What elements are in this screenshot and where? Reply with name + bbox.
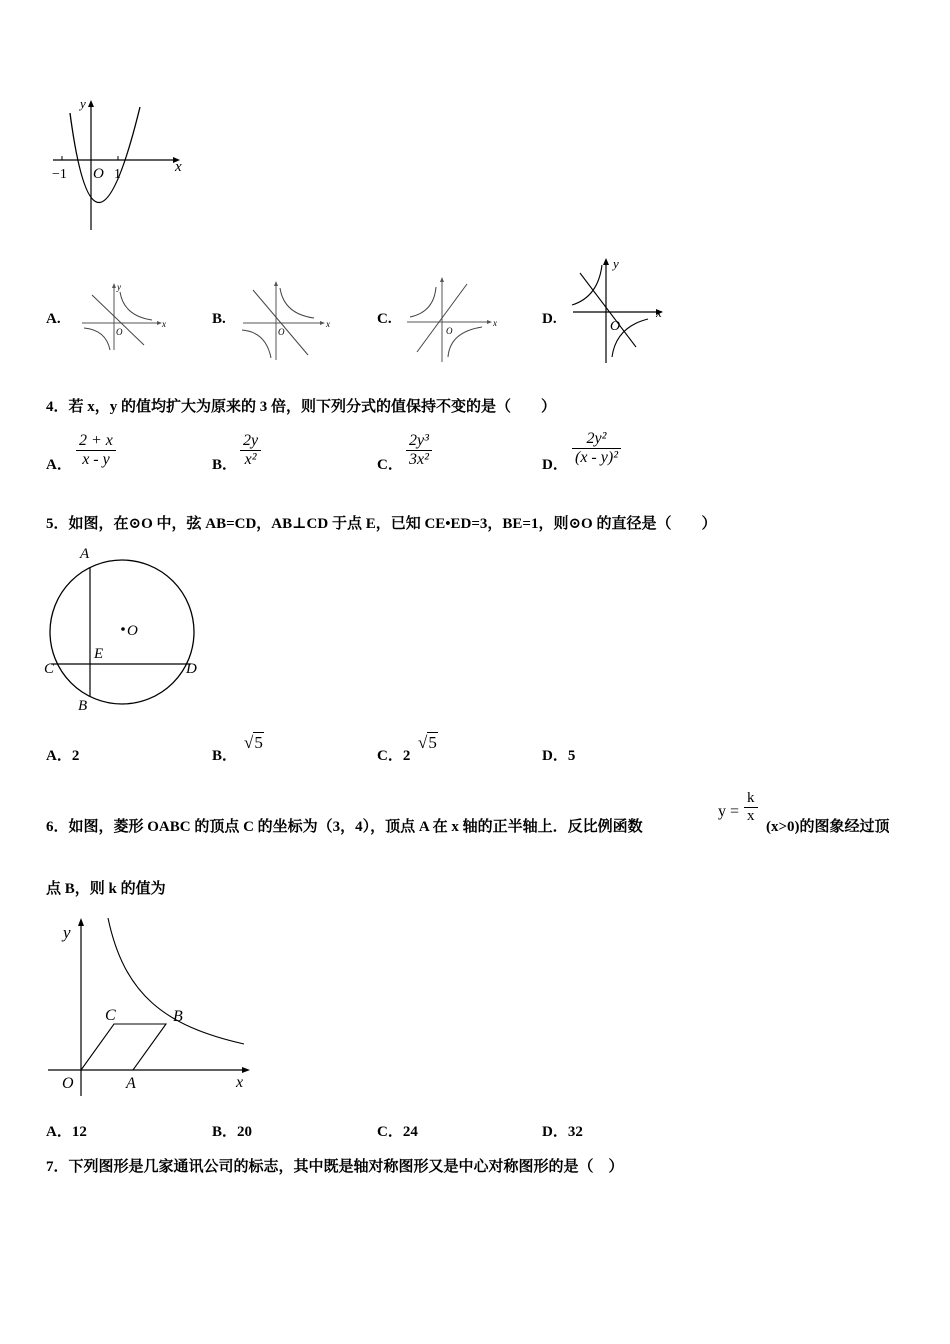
q3-option-b-label: B.	[212, 311, 226, 327]
q4-option-d-label: D．	[542, 457, 568, 473]
q5-option-c	[377, 744, 410, 765]
q5-option-b-sqrt: √5	[244, 733, 263, 752]
q4-question-text: 4．若 x，y 的值均扩大为原来的 3 倍，则下列分式的值保持不变的是（ ）	[46, 399, 557, 415]
q3-d-x: x	[656, 305, 662, 320]
q6-label-a: A	[126, 1075, 136, 1092]
q6-question-text-line2: 点 B，则 k 的值为	[46, 881, 166, 897]
parabola-origin-label: O	[93, 166, 104, 182]
q5-option-d-value: 5	[567, 748, 576, 764]
q5-option-b-label: B．	[212, 748, 238, 764]
q5-label-c: C	[44, 661, 55, 677]
q6-label-c: C	[105, 1007, 116, 1024]
q6-option-d-label: D．	[542, 1124, 568, 1140]
q6-option-a-value: 12	[71, 1124, 87, 1140]
q5-option-c-label: C．	[377, 748, 403, 764]
q3-d-o: O	[610, 319, 621, 334]
q6-func-denominator: x	[747, 808, 755, 824]
q6-rhombus-figure	[44, 914, 264, 1100]
q6-label-x: x	[236, 1074, 244, 1091]
q4-d-denominator: (x - y)²	[575, 449, 618, 466]
q6-option-c-value: 24	[402, 1124, 418, 1140]
q3-option-b-graph	[238, 280, 338, 365]
q6-option-a	[46, 1120, 87, 1141]
q4-a-denominator: x - y	[82, 451, 110, 468]
q4-a-numerator: 2 + x	[79, 432, 113, 449]
q6-question-text-pre: 6．如图，菱形 OABC 的顶点 C 的坐标为（3，4），顶点 A 在 x 轴的正半轴上．反比例函数	[46, 819, 643, 835]
q5-option-d-label: D．	[542, 748, 568, 764]
q4-c-numerator: 2y³	[409, 432, 429, 449]
q6-label-o: O	[62, 1075, 74, 1092]
q5-option-a-value: 2	[71, 748, 80, 764]
q3-option-a-graph	[72, 280, 172, 355]
q6-label-y: y	[63, 923, 71, 942]
q5-label-a: A	[80, 546, 90, 562]
q4-option-b-fraction	[240, 432, 261, 469]
parabola-tick-neg: −1	[52, 167, 67, 182]
q5-option-d	[542, 744, 575, 765]
q4-option-c-label: C．	[377, 457, 403, 473]
parabola-x-label: x	[175, 159, 182, 175]
q3-c-o: O	[446, 326, 453, 336]
q6-option-c-label: C．	[377, 1124, 403, 1140]
q6-label-b: B	[173, 1008, 183, 1025]
q5-option-a-label: A．	[46, 748, 72, 764]
q3-c-x: x	[493, 318, 497, 328]
q3-b-o: O	[278, 327, 285, 337]
q6-option-c	[377, 1120, 418, 1141]
q6-option-b-value: 20	[237, 1124, 253, 1140]
q4-option-a-label: A．	[46, 457, 72, 473]
q6-option-a-label: A．	[46, 1124, 72, 1140]
q3-option-d-graph	[568, 255, 673, 365]
q5-option-b	[212, 744, 237, 765]
q5-label-d: D	[186, 661, 197, 677]
q3-d-y: y	[613, 256, 619, 271]
q4-b-denominator: x²	[244, 451, 257, 468]
q4-option-a-fraction	[76, 432, 116, 469]
q6-option-b-label: B．	[212, 1124, 238, 1140]
q5-option-c-coef: 2	[402, 748, 411, 764]
q5-label-e: E	[94, 646, 104, 662]
q4-c-denominator: 3x²	[409, 451, 429, 468]
q5-circle-figure	[42, 540, 210, 718]
q3-a-o: O	[116, 327, 123, 337]
q4-option-c-fraction	[406, 432, 432, 469]
q4-option-b-label: B．	[212, 457, 238, 473]
q3-a-x: x	[162, 319, 166, 329]
parabola-tick-pos: 1	[114, 167, 121, 182]
q3-option-d-label: D.	[542, 311, 557, 327]
q6-question-text-post: (x>0)的图象经过顶	[766, 819, 890, 835]
q5-option-a	[46, 744, 79, 765]
q5-option-b-radicand: 5	[254, 733, 263, 752]
q4-b-numerator: 2y	[243, 432, 259, 449]
q5-label-b: B	[78, 698, 88, 714]
q3-option-a-label: A.	[46, 311, 61, 327]
q3-b-x: x	[326, 319, 330, 329]
q6-option-b	[212, 1120, 252, 1141]
q6-option-d-value: 32	[567, 1124, 583, 1140]
q5-question-text: 5．如图，在⊙O 中，弦 AB=CD，AB⊥CD 于点 E，已知 CE•ED=3，BE=1，则⊙O 的直径是（ ）	[46, 516, 717, 532]
q4-d-numerator: 2y²	[586, 430, 607, 447]
q5-option-c-radicand: 5	[428, 733, 437, 752]
q7-question-text: 7．下列图形是几家通讯公司的标志，其中既是轴对称图形又是中心对称图形的是（ ）	[46, 1159, 624, 1175]
parabola-y-label: y	[80, 96, 86, 111]
q4-option-d-fraction	[572, 430, 621, 467]
q5-label-o: O	[127, 623, 138, 639]
q3-option-c-label: C.	[377, 311, 392, 327]
q6-function-y: y =	[718, 803, 740, 820]
q6-func-numerator: k	[747, 790, 755, 806]
parabola-figure	[48, 95, 198, 235]
q6-function-fraction	[744, 790, 758, 825]
q3-a-y: y	[117, 282, 121, 292]
q5-option-c-sqrt: √5	[418, 733, 437, 752]
q6-option-d	[542, 1120, 583, 1141]
q3-option-c-graph	[402, 272, 502, 367]
